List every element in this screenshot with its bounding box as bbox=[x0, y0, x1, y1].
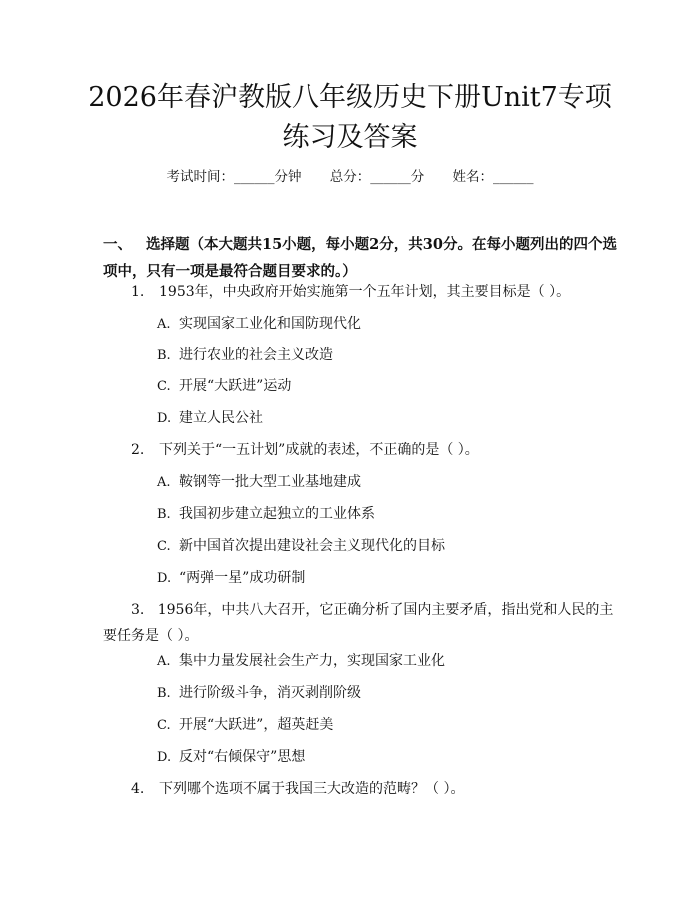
option-text: 建立人民公社 bbox=[179, 410, 263, 426]
section-instructions: 选择题（本大题共15小题，每小题2分，共30分。在每小题列出的四个选项中，只有一项是最符合题目要求的。） bbox=[103, 236, 617, 280]
option-text: 开展“大跃进”运动 bbox=[179, 378, 292, 394]
option-2d bbox=[157, 568, 305, 589]
exam-info bbox=[0, 167, 700, 187]
option-3c bbox=[157, 715, 333, 736]
question-4 bbox=[103, 776, 623, 802]
student-name: 姓名：______ bbox=[452, 169, 534, 185]
option-2c bbox=[157, 536, 445, 557]
question-2 bbox=[103, 437, 623, 463]
question-3 bbox=[103, 597, 623, 649]
option-text: 开展“大跃进”，超英赶美 bbox=[179, 717, 334, 733]
option-3a bbox=[157, 651, 445, 672]
option-text: 进行农业的社会主义改造 bbox=[179, 347, 333, 363]
title-line-1: 2026年春沪教版八年级历史下册Unit7专项 bbox=[88, 82, 612, 113]
option-text: 进行阶级斗争，消灭剥削阶级 bbox=[179, 685, 361, 701]
question-text: 1953年，中央政府开始实施第一个五年计划，其主要目标是（ ）。 bbox=[159, 284, 571, 300]
exam-time: 考试时间：______分钟 bbox=[166, 169, 302, 185]
section-heading bbox=[103, 231, 623, 285]
question-text: 下列哪个选项不属于我国三大改造的范畴？（ ）。 bbox=[159, 781, 465, 797]
option-letter: C. bbox=[157, 718, 171, 733]
option-2a bbox=[157, 472, 361, 493]
title-line-2: 练习及答案 bbox=[282, 122, 418, 153]
option-3b bbox=[157, 683, 361, 704]
question-text: 下列关于“一五计划”成就的表述，不正确的是（ ）。 bbox=[159, 442, 479, 458]
option-letter: B. bbox=[157, 507, 171, 522]
option-text: 反对“右倾保守”思想 bbox=[179, 749, 306, 765]
question-number: 2. bbox=[131, 442, 145, 458]
option-text: 我国初步建立起独立的工业体系 bbox=[179, 506, 375, 522]
section-number: 一、 bbox=[103, 236, 132, 253]
document-title bbox=[0, 78, 700, 158]
option-text: 鞍钢等一批大型工业基地建成 bbox=[179, 474, 361, 490]
option-1a bbox=[157, 314, 361, 335]
option-text: 新中国首次提出建设社会主义现代化的目标 bbox=[179, 538, 445, 554]
option-3d bbox=[157, 747, 305, 768]
option-text: “两弹一星”成功研制 bbox=[179, 570, 306, 586]
option-1c bbox=[157, 376, 291, 397]
option-text: 实现国家工业化和国防现代化 bbox=[179, 316, 361, 332]
option-letter: B. bbox=[157, 348, 171, 363]
option-1b bbox=[157, 345, 333, 366]
option-letter: B. bbox=[157, 686, 171, 701]
option-letter: D. bbox=[157, 411, 172, 426]
question-text: 1956年，中共八大召开，它正确分析了国内主要矛盾，指出党和人民的主要任务是（ ）。 bbox=[103, 602, 614, 644]
option-letter: C. bbox=[157, 379, 171, 394]
option-2b bbox=[157, 504, 375, 525]
exam-score: 总分：______分 bbox=[329, 169, 425, 185]
question-number: 3. bbox=[131, 602, 145, 618]
option-letter: D. bbox=[157, 750, 172, 765]
option-1d bbox=[157, 408, 263, 429]
option-letter: C. bbox=[157, 539, 171, 554]
question-number: 1. bbox=[131, 284, 145, 300]
question-number: 4. bbox=[131, 781, 145, 797]
option-letter: D. bbox=[157, 571, 172, 586]
option-letter: A. bbox=[157, 475, 171, 490]
option-letter: A. bbox=[157, 317, 171, 332]
option-letter: A. bbox=[157, 654, 171, 669]
question-1 bbox=[103, 279, 623, 305]
option-text: 集中力量发展社会生产力，实现国家工业化 bbox=[179, 653, 445, 669]
